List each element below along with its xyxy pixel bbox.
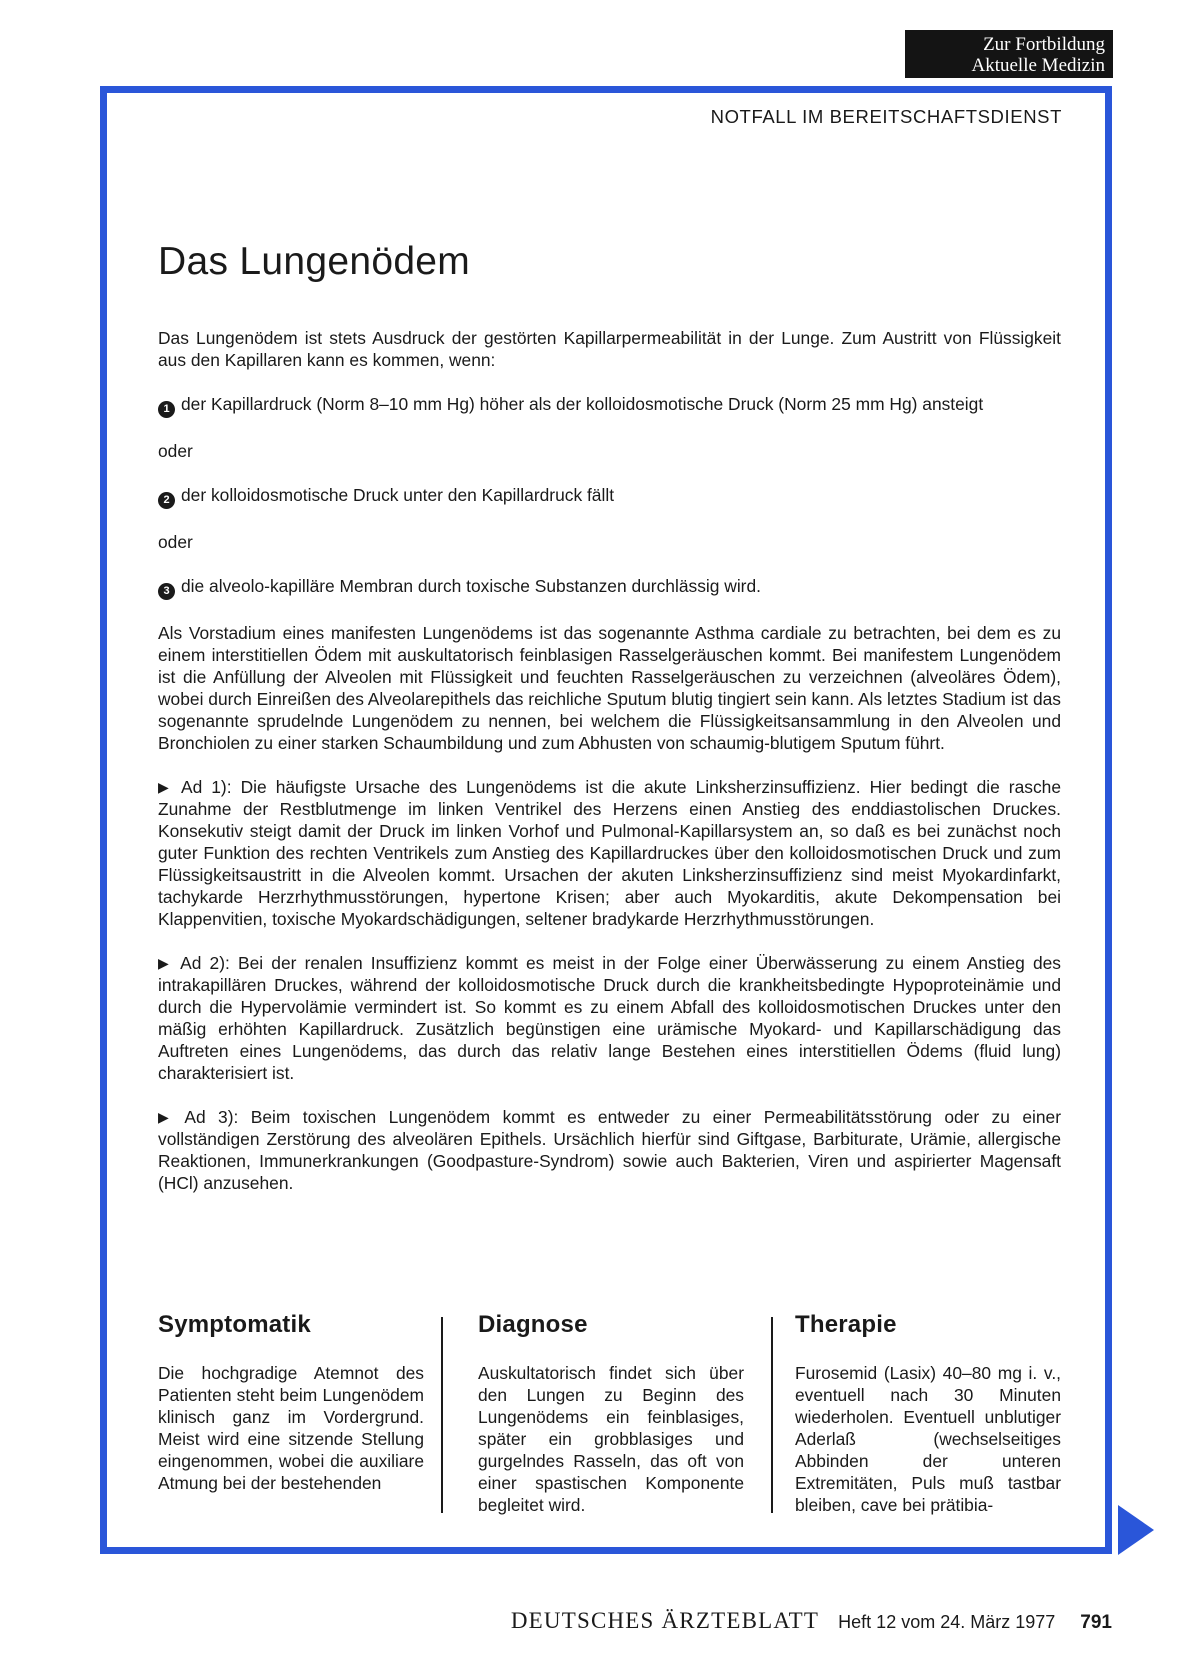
issue-info: Heft 12 vom 24. März 1977 [838, 1612, 1056, 1632]
symptomatik-column [158, 1310, 424, 1494]
column-divider [771, 1317, 773, 1513]
list-item-2 [158, 484, 1061, 509]
article-body [158, 327, 1061, 1216]
list-item-3 [158, 575, 1061, 600]
ad1-paragraph [158, 776, 1061, 930]
tag-line-medizin: Aktuelle Medizin [971, 55, 1105, 76]
ad2-text: Ad 2): Bei der renalen Insuffizienz kommt es meist in der Folge einer Überwässerung zu einem Anstieg des intrakapillären Druckes, während der kolloidosmotische Druck durch die krankheitsbedingte Hypoproteinämie und durch die Hypervolämie vermindert ist. So kommt es zu einem Abfall des kolloidosmotischen Druckes unter den mäßig erhöhten Kapillardruck. Zusätzlich begünstigen eine urämische Myokard- und Kapillarschädigung das Auftreten eines Lungenödems, das durch das relativ lange Bestehen eines interstitiellen Ödems (fluid lung) charakterisiert ist. [158, 953, 1061, 1083]
symptomatik-text: Die hochgradige Atemnot des Patienten steht beim Lungenödem klinisch ganz im Vordergrund. Meist wird eine sitzende Stellung eingenommen, wobei die auxiliare Atmung bei der bestehenden [158, 1363, 424, 1493]
list-item-1-text: der Kapillardruck (Norm 8–10 mm Hg) höher als der kolloidosmotische Druck (Norm 25 mm Hg) ansteigt [181, 394, 984, 414]
therapie-text: Furosemid (Lasix) 40–80 mg i. v., eventuell nach 30 Minuten wiederholen. Eventuell unblutiger Aderlaß (wechselseitiges Abbinden der unteren Extremitäten, Puls muß tastbar bleiben, cave bei prätibia- [795, 1363, 1061, 1515]
section-tag [905, 30, 1113, 78]
triangle-bullet-icon: ▶ [158, 955, 173, 971]
list-item-1 [158, 393, 1061, 418]
page-footer [511, 1608, 1112, 1634]
ad2-paragraph [158, 952, 1061, 1084]
article-title: Das Lungenödem [158, 240, 471, 283]
vorstadium-paragraph: Als Vorstadium eines manifesten Lungenödems ist das sogenannte Asthma cardiale zu betrachten, bei dem es zu einem interstitiellen Ödem mit auskultatorisch feinblasigen Rasselgeräuschen kommt. Bei manifestem Lungenödem ist die Anfüllung der Alveolen mit Flüssigkeit und feuchten Rasselgeräuschen zu verzeichnen (alveoläres Ödem), wobei durch Einreißen des Alveolarepithels das reichliche Sputum blutig tingiert sein kann. Als letztes Stadium ist das sogenannte sprudelnde Lungenödem zu nennen, bei welchem die Flüssigkeitsansammlung in den Alveolen und Bronchiolen zu einer starken Schaumbildung und zum Abhusten von schaumig-blutigem Sputum führt. [158, 623, 1061, 753]
ad3-paragraph [158, 1106, 1061, 1194]
diagnose-column [478, 1310, 744, 1516]
triangle-bullet-icon: ▶ [158, 779, 173, 795]
conjunction-oder-1: oder [158, 441, 193, 461]
diagnose-text: Auskultatorisch findet sich über den Lungen zu Beginn des Lungenödems ein feinblasiges, später ein grobblasiges und gurgelndes Rasseln, das oft von einer spastischen Komponente begleitet wird. [478, 1363, 744, 1515]
list-item-2-text: der kolloidosmotische Druck unter den Kapillardruck fällt [181, 485, 615, 505]
therapie-column [795, 1310, 1061, 1516]
number-3-icon: 3 [158, 583, 175, 600]
triangle-bullet-icon: ▶ [158, 1109, 177, 1125]
therapie-heading: Therapie [795, 1311, 897, 1338]
ad3-text: Ad 3): Beim toxischen Lungenödem kommt es entweder zu einer Permeabilitätsstörung oder zu einer vollständigen Zerstörung des alveolären Epithels. Ursächlich hierfür sind Giftgase, Barbiturate, Urämie, allergische Reaktionen, Immunerkrankungen (Goodpasture-Syndrom) sowie auch Bakterien, Viren und aspirierter Magensaft (HCl) anzusehen. [158, 1107, 1061, 1193]
tag-line-fortbildung: Zur Fortbildung [983, 34, 1105, 55]
column-divider [441, 1317, 443, 1513]
section-heading: NOTFALL IM BEREITSCHAFTSDIENST [710, 106, 1062, 127]
number-1-icon: 1 [158, 401, 175, 418]
conjunction-oder-2: oder [158, 532, 193, 552]
page-number: 791 [1080, 1612, 1112, 1633]
list-item-3-text: die alveolo-kapilläre Membran durch toxische Substanzen durchlässig wird. [181, 576, 761, 596]
ad1-text: Ad 1): Die häufigste Ursache des Lungenödems ist die akute Linksherzinsuffizienz. Hier bedingt die rasche Zunahme der Restblutmenge im linken Ventrikel des Herzens einen Anstieg des enddiastolischen Druckes. Konsekutiv steigt damit der Druck im linken Vorhof und Pulmonal-Kapillarsystem an, so daß es bei zunächst noch guter Funktion des rechten Ventrikels zum Anstieg des Kapillardruckes über den kolloidosmotischen Druck und zum Flüssigkeitsaustritt in die Alveolen kommt. Ursachen der akuten Linksherzinsuffizienz sind meist Myokardinfarkt, tachykarde Herzrhythmusstörungen, hypertone Krisen; aber auch Myokarditis, akute Dekompensation bei Klappenvitien, toxische Myokardschädigungen, seltener bradykarde Herzrhythmusstörungen. [158, 777, 1061, 929]
diagnose-heading: Diagnose [478, 1311, 588, 1338]
symptomatik-heading: Symptomatik [158, 1311, 311, 1338]
number-2-icon: 2 [158, 492, 175, 509]
intro-paragraph: Das Lungenödem ist stets Ausdruck der gestörten Kapillarpermeabilität in der Lunge. Zum Austritt von Flüssigkeit aus den Kapillaren kann es kommen, wenn: [158, 328, 1061, 370]
continue-arrow-icon [1118, 1505, 1154, 1555]
journal-name: DEUTSCHES ÄRZTEBLATT [510, 1608, 820, 1633]
